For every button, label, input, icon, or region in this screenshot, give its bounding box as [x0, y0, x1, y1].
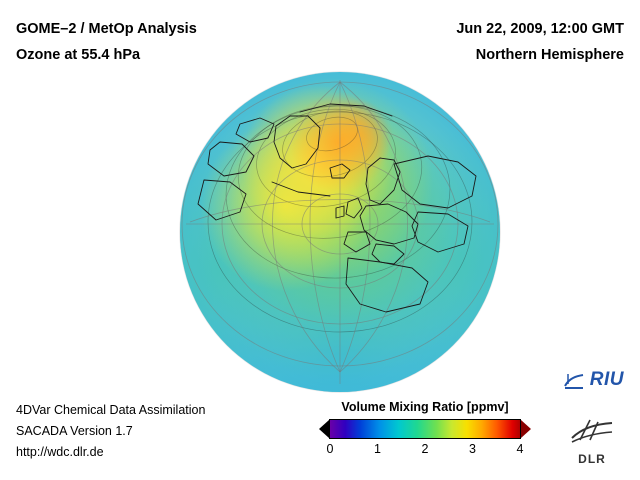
dlr-logo [560, 418, 624, 466]
globe-disc [180, 72, 500, 392]
colorbar-tick-3: 3 [469, 442, 476, 456]
over-range-arrow-icon [521, 420, 531, 438]
colorbar-tick-0: 0 [326, 442, 334, 456]
footer-text [16, 400, 205, 463]
region-label: Northern Hemisphere [475, 47, 624, 63]
colorbar-gradient [329, 419, 521, 439]
dlr-mark-icon [568, 418, 616, 446]
header-left [16, 16, 197, 68]
riu-logo [563, 370, 624, 390]
colorbar-ticks [326, 442, 524, 458]
analysis-subtitle: Ozone at 55.4 hPa [16, 47, 141, 63]
footer-line-version: SACADA Version 1.7 [16, 424, 133, 438]
colorbar-tick-4: 4 [516, 442, 524, 456]
colorbar-row [310, 419, 540, 439]
colorbar [310, 400, 540, 458]
colorbar-tick-1: 1 [374, 442, 381, 456]
globe-map [180, 72, 500, 392]
under-range-arrow-icon [319, 420, 329, 438]
coastlines [180, 72, 500, 392]
riu-wordmark: RIU [589, 369, 624, 390]
timestamp: Jun 22, 2009, 12:00 GMT [456, 21, 624, 37]
header-right [456, 16, 624, 68]
footer-line-url[interactable]: http://wdc.dlr.de [16, 445, 104, 459]
dlr-wordmark: DLR [578, 452, 606, 466]
colorbar-title: Volume Mixing Ratio [ppmv] [341, 400, 509, 414]
analysis-title: GOME–2 / MetOp Analysis [16, 21, 197, 37]
colorbar-tick-2: 2 [421, 442, 429, 456]
footer-line-method: 4DVar Chemical Data Assimilation [16, 403, 206, 417]
riu-mark-icon [563, 372, 585, 390]
